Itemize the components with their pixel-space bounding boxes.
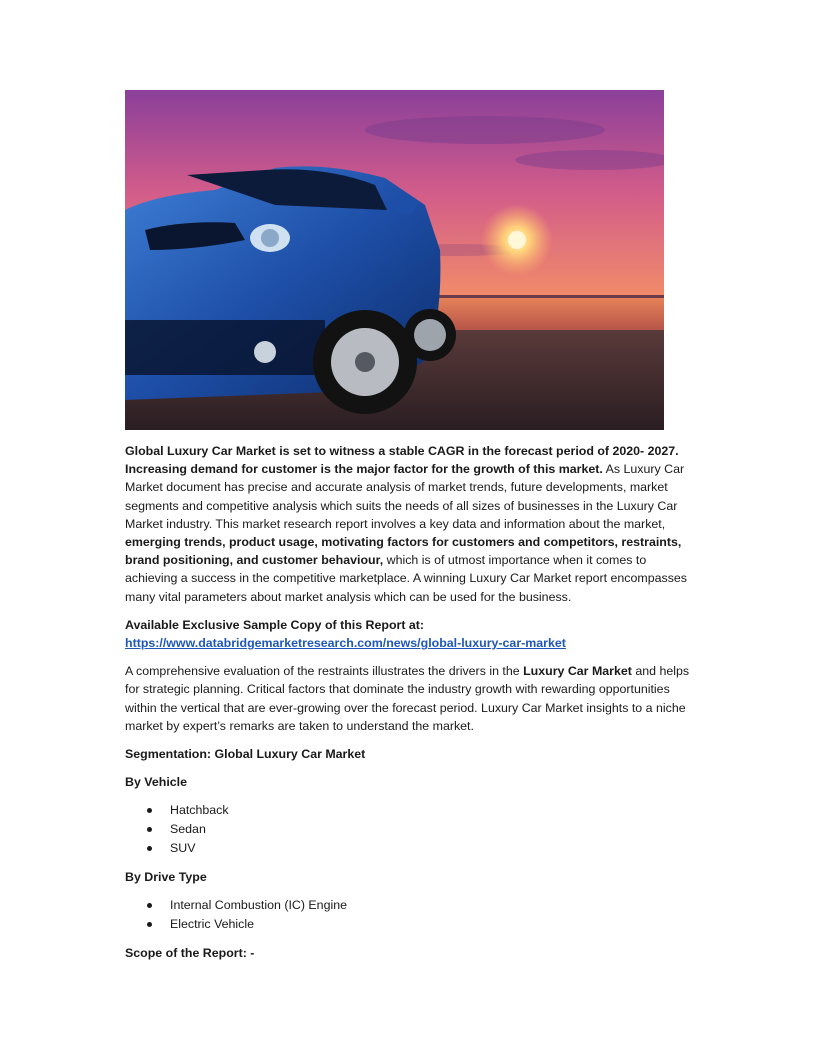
list-item-label: SUV xyxy=(170,841,196,856)
intro-text-1: As Luxury Car Market document has precise and accurate analysis of market trends, future developments, market segments and competitive analysis which suits the needs of all sizes of businesses in the Luxury Car Market industry. This market research report involves a key data and information about the market, xyxy=(125,462,685,531)
evaluation-text-2: and helps for strategic planning. Critical factors that dominate the industry growth with rewarding opportunities within the vertical that are ever-growing over the forecast period. Luxury Car Market insights to a niche market by expert’s remarks are taken to understand the market. xyxy=(125,664,690,733)
evaluation-bold: Luxury Car Market xyxy=(523,664,632,679)
scope-heading: Scope of the Report: - xyxy=(125,945,255,960)
list-item-label: Sedan xyxy=(170,822,206,837)
intro-bold-lead: Global Luxury Car Market is set to witness a stable CAGR in the forecast period of 2020- 2027. Increasing demand for customer is the major factor for the growth of this market. xyxy=(125,444,679,477)
sample-report-link[interactable]: https://www.databridgemarketresearch.com/news/global-luxury-car-market xyxy=(125,636,566,651)
list-item xyxy=(125,820,695,839)
bullet-icon xyxy=(147,922,152,927)
list-item-label: Hatchback xyxy=(170,803,229,818)
evaluation-text-1: A comprehensive evaluation of the restraints illustrates the drivers in the xyxy=(125,664,524,679)
bullet-icon xyxy=(147,808,152,813)
article-body xyxy=(125,442,695,972)
by-drive-type-heading: By Drive Type xyxy=(125,869,207,884)
bullet-icon xyxy=(147,903,152,908)
list-item-label: Internal Combustion (IC) Engine xyxy=(170,898,347,913)
intro-paragraph xyxy=(125,442,695,606)
intro-bold-keywords: emerging trends, product usage, motivating factors for customers and competitors, restraints, brand positioning, and customer behaviour, xyxy=(125,535,682,568)
list-item xyxy=(125,896,695,915)
intro-text-2: which is of utmost importance when it comes to achieving a success in the competitive marketplace. A winning Luxury Car Market report encompasses many vital parameters about market analysis which can be used for the business. xyxy=(125,553,687,604)
sample-copy-paragraph xyxy=(125,616,695,652)
sample-copy-label: Available Exclusive Sample Copy of this Report at: xyxy=(125,617,425,632)
bullet-icon xyxy=(147,827,152,832)
evaluation-paragraph xyxy=(125,662,695,735)
hero-car-image xyxy=(125,90,664,430)
list-item xyxy=(125,839,695,858)
vehicle-list xyxy=(125,801,695,857)
by-vehicle-heading: By Vehicle xyxy=(125,775,187,790)
list-item xyxy=(125,915,695,934)
segmentation-heading: Segmentation: Global Luxury Car Market xyxy=(125,747,366,762)
list-item-label: Electric Vehicle xyxy=(170,916,255,931)
drive-type-list xyxy=(125,896,695,934)
list-item xyxy=(125,801,695,820)
bullet-icon xyxy=(147,846,152,851)
